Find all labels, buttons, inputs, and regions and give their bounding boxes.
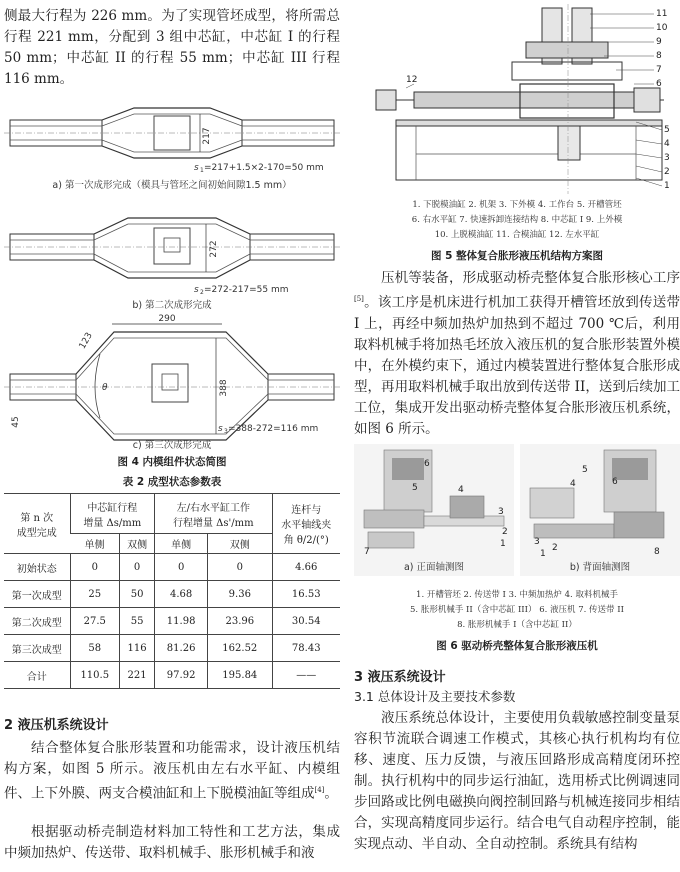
table2-header-stage: 第 n 次 成型完成 bbox=[4, 494, 70, 554]
fig5-label-10: 10 bbox=[656, 23, 668, 33]
fig6a-label-7: 7 bbox=[364, 547, 370, 557]
fig6-title: 图 6 驱动桥壳整体复合胀形液压机 bbox=[436, 640, 598, 652]
fig4a-caption: a) 第一次成形完成（模具与管坯之间初始间隙1.5 mm） bbox=[52, 180, 292, 191]
fig5-legend-line: 10. 上脱模油缸 11. 合模油缸 12. 左水平缸 bbox=[434, 230, 600, 240]
table-cell: 合计 bbox=[4, 662, 70, 689]
citation: [4] bbox=[314, 786, 325, 794]
table-cell: 16.53 bbox=[272, 581, 340, 608]
fig4c-dim-290: 290 bbox=[158, 314, 176, 324]
fig5-legend-line: 6. 右水平缸 7. 快速拆卸连接结构 8. 中芯缸 I 9. 上外模 bbox=[411, 215, 623, 225]
fig5-label-3: 3 bbox=[664, 153, 670, 163]
citation: [5] bbox=[354, 295, 364, 303]
table2-subheader: 单侧 bbox=[155, 534, 208, 554]
table-cell: 78.43 bbox=[272, 635, 340, 662]
table-cell: 195.84 bbox=[208, 662, 272, 689]
table-cell: 0 bbox=[120, 554, 155, 581]
fig6b-caption: b) 背面轴测图 bbox=[569, 562, 631, 573]
table2 bbox=[4, 493, 340, 689]
fig5-label-8: 8 bbox=[656, 51, 662, 61]
table-row bbox=[4, 635, 340, 662]
fig6a-label-3: 3 bbox=[498, 507, 504, 517]
table-cell: 0 bbox=[208, 554, 272, 581]
section-3-1-title: 3.1 总体设计及主要技术参数 bbox=[354, 689, 516, 704]
fig4c-dim-123: 123 bbox=[77, 331, 95, 351]
fig5-legend-line: 1. 下脱模油缸 2. 机架 3. 下外模 4. 工作台 5. 开槽管坯 bbox=[412, 200, 622, 210]
table-cell: 9.36 bbox=[208, 581, 272, 608]
fig4a-formula-sub: 1 bbox=[200, 167, 204, 174]
figure-6 bbox=[354, 444, 680, 580]
fig4a-formula-prefix: s bbox=[194, 163, 199, 173]
table-cell: 25 bbox=[70, 581, 120, 608]
table-row bbox=[4, 554, 340, 581]
table2-title: 表 2 成型状态参数表 bbox=[122, 476, 222, 488]
fig5-label-2: 2 bbox=[664, 167, 670, 177]
table-cell: 0 bbox=[155, 554, 208, 581]
fig5-label-1: 1 bbox=[664, 181, 670, 191]
figure-5 bbox=[354, 4, 680, 194]
fig4b-dim-272: 272 bbox=[209, 240, 219, 258]
fig4c-theta: θ bbox=[102, 383, 108, 393]
table-cell: 55 bbox=[120, 608, 155, 635]
fig5-label-6: 6 bbox=[656, 79, 662, 89]
fig6b-label-6: 6 bbox=[612, 477, 618, 487]
table-row bbox=[4, 662, 340, 689]
table-cell: 58 bbox=[70, 635, 120, 662]
table-cell: 27.5 bbox=[70, 608, 120, 635]
table2-subheader: 双侧 bbox=[120, 534, 155, 554]
table-cell: 第三次成型 bbox=[4, 635, 70, 662]
fig5-title: 图 5 整体复合胀形液压机结构方案图 bbox=[430, 250, 604, 262]
fig6b-label-2: 2 bbox=[552, 543, 558, 553]
fig4-title: 图 4 内模组件状态简图 bbox=[117, 456, 227, 468]
table-row bbox=[4, 581, 340, 608]
fig6b-label-3: 3 bbox=[534, 537, 540, 547]
table-cell: 162.52 bbox=[208, 635, 272, 662]
fig6a-label-6: 6 bbox=[424, 459, 430, 469]
table-cell: 23.96 bbox=[208, 608, 272, 635]
table2-subheader: 双侧 bbox=[208, 534, 272, 554]
section-3-1-paragraph: 液压系统总体设计，主要使用负载敏感控制变量泵容积节流联合调速工作模式，其核心执行机构均有位移、速度、压力反馈，与液压回路形成高精度闭环控制。执行机构中的同步运行油缸，选用桥式比例调速同步回路或比例电磁换向阀控制回路与机械连接同步相结合，实现高精度同步运行。结合电气自动程序控制，能实现点动、半自动、全自动控制。系统具有结构 bbox=[354, 710, 680, 852]
table-cell: 第一次成型 bbox=[4, 581, 70, 608]
table2-header-mid: 中芯缸行程 增量 Δs/mm bbox=[70, 494, 155, 534]
fig6b-label-5: 5 bbox=[582, 465, 588, 475]
table-cell: 97.92 bbox=[155, 662, 208, 689]
section-2-paragraph-1: 结合整体复合胀形装置和功能需求，设计液压机结构方案，如图 5 所示。液压机由左右水平缸、内模组件、上下外膜、两支合模油缸和上下脱模油缸等组成[4]。 bbox=[4, 740, 340, 802]
table-cell: 0 bbox=[70, 554, 120, 581]
table-cell: 50 bbox=[120, 581, 155, 608]
table-cell: 第二次成型 bbox=[4, 608, 70, 635]
section-2-paragraph-2: 根据驱动桥壳制造材料加工特性和工艺方法，集成中频加热炉、传送带、取料机械手、胀形机械手和液 bbox=[4, 824, 340, 861]
table2-header-lr: 左/右水平缸工作 行程增量 Δs'/mm bbox=[155, 494, 272, 534]
fig5-label-11: 11 bbox=[656, 9, 668, 19]
fig4b-diagram bbox=[4, 218, 340, 278]
fig4a-dim-217: 217 bbox=[202, 127, 212, 145]
fig4c-formula-sub: 3 bbox=[224, 428, 228, 435]
fig5-label-4: 4 bbox=[664, 139, 670, 149]
fig6-legend-line: 5. 胀形机械手 II（含中芯缸 III） 6. 液压机 7. 传送带 II bbox=[410, 605, 624, 615]
fig5-label-7: 7 bbox=[656, 65, 662, 75]
fig6b-label-8: 8 bbox=[654, 547, 660, 557]
table-cell: 81.26 bbox=[155, 635, 208, 662]
fig6a-render bbox=[354, 444, 514, 576]
fig4b-formula: =272-217=55 mm bbox=[204, 285, 289, 295]
section-3-title: 3 液压系统设计 bbox=[354, 670, 446, 685]
fig6b-label-1: 1 bbox=[540, 549, 546, 559]
fig4c-formula-prefix: s bbox=[218, 424, 223, 434]
table-row bbox=[4, 608, 340, 635]
fig6b-label-4: 4 bbox=[570, 479, 576, 489]
fig5-label-9: 9 bbox=[656, 37, 662, 47]
fig6a-caption: a) 正面轴测图 bbox=[403, 562, 465, 573]
fig4b-formula-prefix: s bbox=[194, 285, 199, 295]
table-cell: 初始状态 bbox=[4, 554, 70, 581]
fig4c-diagram bbox=[4, 314, 340, 440]
fig4c-dim-388: 388 bbox=[219, 379, 229, 397]
fig4c-formula: =388-272=116 mm bbox=[228, 424, 319, 434]
fig6b-render bbox=[520, 444, 680, 576]
table-cell: 116 bbox=[120, 635, 155, 662]
table2-header-angle: 连杆与 水平轴线夹 角 θ/2/(°) bbox=[272, 494, 340, 554]
fig5-label-12: 12 bbox=[406, 75, 418, 85]
table-cell: 110.5 bbox=[70, 662, 120, 689]
table-cell: 30.54 bbox=[272, 608, 340, 635]
fig6a-label-4: 4 bbox=[458, 485, 464, 495]
section-2-title: 2 液压机系统设计 bbox=[4, 718, 109, 733]
table2-subheader: 单侧 bbox=[70, 534, 120, 554]
fig5-legend bbox=[354, 198, 680, 243]
fig6-legend-line: 8. 胀形机械手 I（含中芯缸 II） bbox=[457, 620, 577, 630]
fig4a-formula: =217+1.5×2-170=50 mm bbox=[204, 163, 324, 173]
fig4a-diagram bbox=[4, 108, 340, 158]
fig6a-label-1: 1 bbox=[500, 539, 506, 549]
table-cell: 11.98 bbox=[155, 608, 208, 635]
fig4c-dim-45: 45 bbox=[11, 416, 21, 428]
table-cell: 4.66 bbox=[272, 554, 340, 581]
fig4b-caption: b) 第二次成形完成 bbox=[132, 300, 212, 311]
fig5-label-5: 5 bbox=[664, 125, 670, 135]
fig6-legend-line: 1. 开槽管坯 2. 传送带 I 3. 中频加热炉 4. 取料机械手 bbox=[416, 590, 618, 600]
figure-4 bbox=[4, 92, 340, 472]
table-cell: 221 bbox=[120, 662, 155, 689]
fig6-legend bbox=[354, 588, 680, 633]
intro-paragraph: 侧最大行程为 226 mm。为了实现管坯成型，将所需总行程 221 mm，分配到 3 组中芯缸，中芯缸 I 的行程 50 mm；中芯缸 II 的行程 55 mm；中芯缸 III 行程 116 mm。 bbox=[4, 8, 340, 87]
fig4c-caption: c) 第三次成形完成 bbox=[132, 440, 212, 451]
right-paragraph-1: 压机等装备，形成驱动桥壳整体复合胀形核心工序[5]。该工序是机床进行机加工获得开槽管坯放到传送带 I 上，再经中频加热炉加热到不超过 700 ℃后，利用取料机械手将加热毛坯放入液压机的复合胀形装置外模中，在外模约束下，通过内模装置进行整体复合胀形成型，再用取料机械手取出放到传送带 II，送到后续加工工位，集成开发出驱动桥壳整体复合胀形液压机系统，如图 6 所示。 bbox=[354, 270, 680, 437]
fig6a-label-2: 2 bbox=[502, 527, 508, 537]
fig6a-label-5: 5 bbox=[412, 483, 418, 493]
table-cell: —— bbox=[272, 662, 340, 689]
fig4b-formula-sub: 2 bbox=[200, 289, 204, 296]
table-cell: 4.68 bbox=[155, 581, 208, 608]
